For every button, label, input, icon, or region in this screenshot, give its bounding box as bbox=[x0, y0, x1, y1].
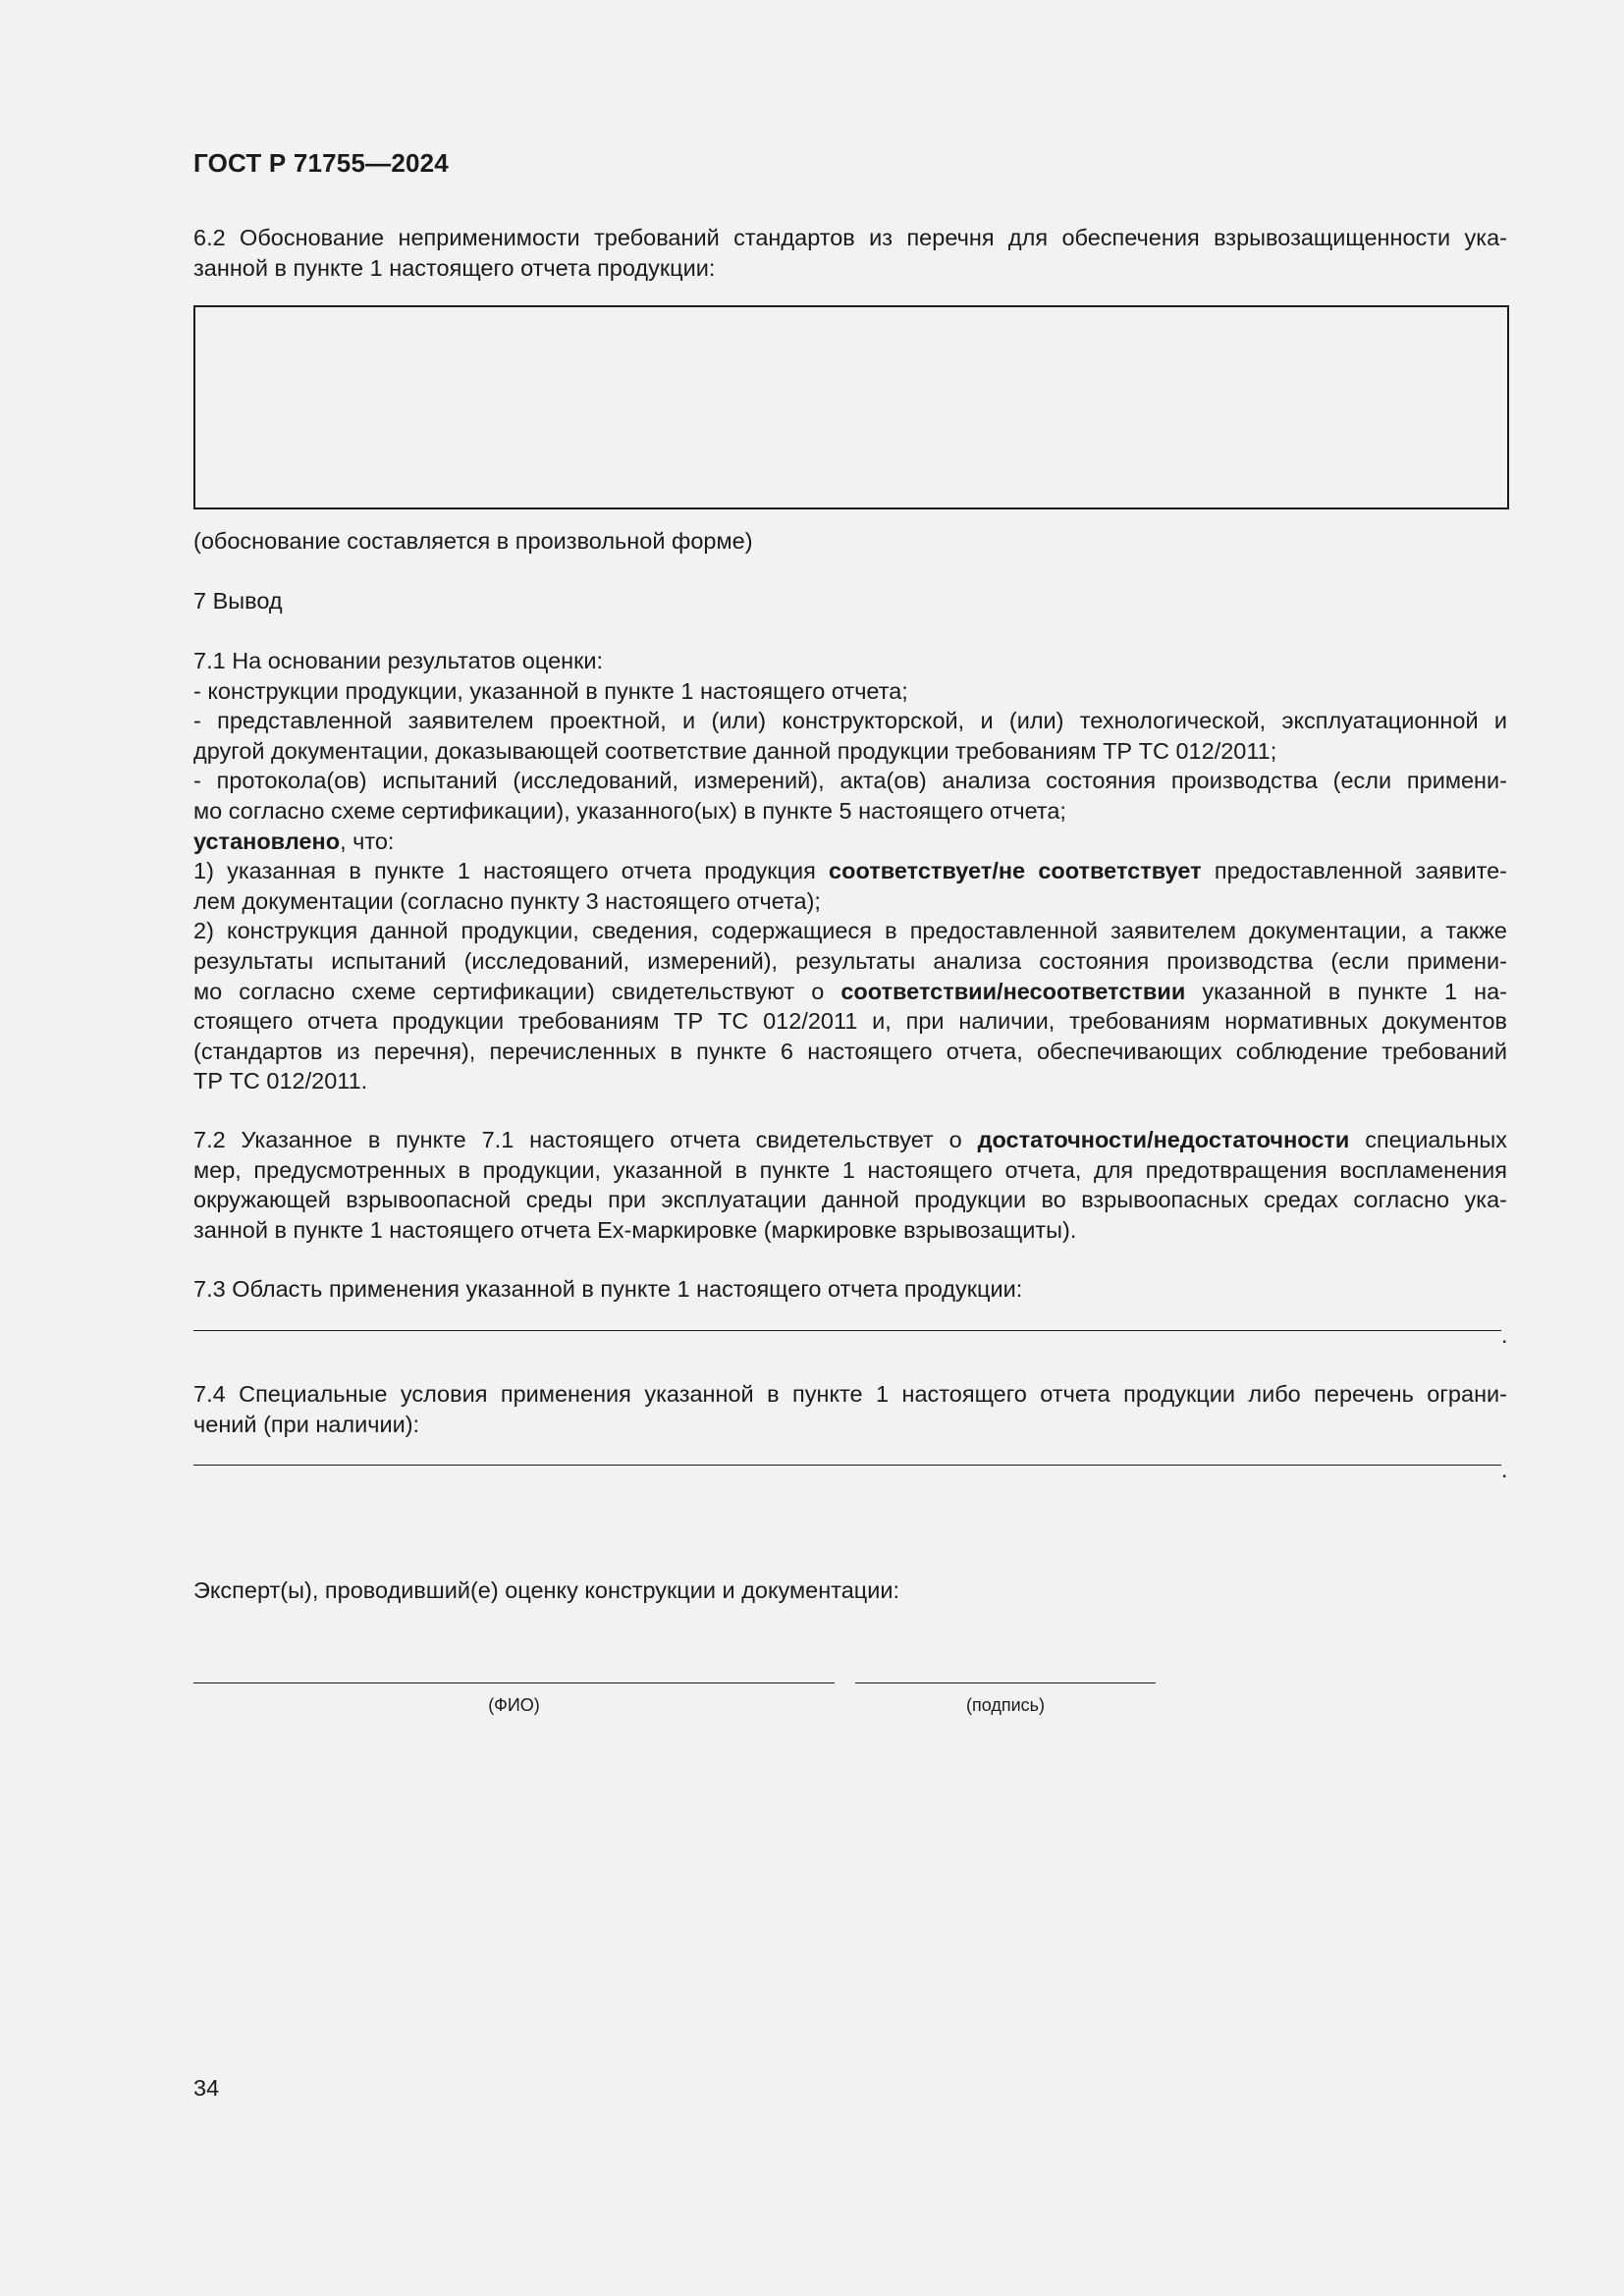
section-6-2-paragraph bbox=[193, 223, 1507, 283]
text-line: - конструкции продукции, указанной в пункте 1 настоящего отчета; bbox=[193, 677, 908, 704]
bold-text: соответствии/несоответствии bbox=[840, 978, 1186, 1004]
bold-text: установлено bbox=[193, 828, 341, 854]
text-line: окружающей взрывоопасной среды при эксплуатации данной продукции во взрывоопасных средах согласно ука- bbox=[193, 1187, 1507, 1213]
text-line: занной в пункте 1 настоящего отчета Ех-маркировке (маркировке взрывозащиты). bbox=[193, 1216, 1077, 1243]
line-end-dot: . bbox=[1501, 1322, 1508, 1348]
text-line: стоящего отчета продукции требованиям ТР ТС 012/2011 и, при наличии, требованиям нормативных документов bbox=[193, 1008, 1507, 1035]
inline-text: мо согласно схеме сертификации) свидетельствуют о bbox=[193, 978, 841, 1004]
text-line: 7.3 Область применения указанной в пункте 1 настоящего отчета продукции: bbox=[193, 1276, 1023, 1302]
text-line bbox=[193, 856, 1507, 886]
text-line: (стандартов из перечня), перечисленных в пункте 6 настоящего отчета, обеспечивающих соблюдение требований bbox=[193, 1038, 1507, 1064]
text-line: 6.2 Обоснование неприменимости требований стандартов из перечня для обеспечения взрывозащищенности ука- bbox=[193, 225, 1507, 250]
text-line: 7.4 Специальные условия применения указанной в пункте 1 настоящего отчета продукции либо перечень ограни- bbox=[193, 1381, 1507, 1407]
text-line: - представленной заявителем проектной, и (или) конструкторской, и (или) технологической, эксплуатационной и bbox=[193, 708, 1507, 734]
text-line: - протокола(ов) испытаний (исследований, измерений), акта(ов) анализа состояния производства (если примени- bbox=[193, 768, 1507, 794]
experts-label bbox=[193, 1575, 1507, 1606]
text-line bbox=[193, 1125, 1507, 1155]
bold-text: соответствует/не соответствует bbox=[829, 858, 1202, 884]
special-conditions-fill-line bbox=[193, 1465, 1501, 1466]
bold-text: достаточности/недостаточности bbox=[977, 1127, 1350, 1152]
inline-text: специальных bbox=[1349, 1127, 1507, 1152]
text-line: мо согласно схеме сертификации), указанного(ых) в пункте 5 настоящего отчета; bbox=[193, 797, 1066, 824]
inline-text: 7.2 Указанное в пункте 7.1 настоящего отчета свидетельствует о bbox=[193, 1127, 978, 1152]
text-line: другой документации, доказывающей соответствие данной продукции требованиям ТР ТС 012/2011; bbox=[193, 737, 1277, 764]
fio-signature-line bbox=[193, 1682, 835, 1683]
signature-caption: (подпись) bbox=[965, 1695, 1046, 1715]
inline-text: предоставленной заявите- bbox=[1201, 858, 1508, 884]
document-code: ГОСТ Р 71755—2024 bbox=[193, 148, 449, 178]
fio-caption: (ФИО) bbox=[488, 1695, 540, 1715]
section-7-4-paragraph bbox=[193, 1379, 1507, 1439]
text-line: лем документации (согласно пункту 3 настоящего отчета); bbox=[193, 887, 821, 914]
justification-box bbox=[193, 305, 1509, 509]
inline-text: , что: bbox=[340, 828, 395, 854]
document-page bbox=[193, 0, 1507, 2296]
text-line: 7.1 На основании результатов оценки: bbox=[193, 648, 604, 673]
text-line: мер, предусмотренных в продукции, указанной в пункте 1 настоящего отчета, для предотвращения воспламенения bbox=[193, 1156, 1507, 1183]
text-line: чений (при наличии): bbox=[193, 1411, 420, 1437]
text-line bbox=[193, 977, 1507, 1007]
text-line: ТР ТС 012/2011. bbox=[193, 1068, 368, 1095]
line-end-dot: . bbox=[1501, 1457, 1508, 1482]
text-line: занной в пункте 1 настоящего отчета продукции: bbox=[193, 254, 716, 281]
section-7-heading bbox=[193, 586, 1507, 616]
text-line bbox=[193, 827, 1507, 857]
text-line: 2) конструкция данной продукции, сведения, содержащиеся в предоставленной заявителем документации, а также bbox=[193, 918, 1507, 944]
application-area-fill-line bbox=[193, 1330, 1501, 1331]
page-number: 34 bbox=[193, 2075, 220, 2101]
section-7-3-paragraph bbox=[193, 1274, 1507, 1305]
text-line: (обоснование составляется в произвольной форме) bbox=[193, 528, 753, 554]
text-line: результаты испытаний (исследований, измерений), результаты анализа состояния производства (если примени- bbox=[193, 947, 1507, 974]
section-7-2-paragraph bbox=[193, 1125, 1507, 1245]
section-7-1-paragraph bbox=[193, 646, 1507, 1096]
text-line: Эксперт(ы), проводивший(е) оценку конструкции и документации: bbox=[193, 1577, 900, 1603]
inline-text: указанной в пункте 1 на- bbox=[1185, 978, 1507, 1004]
justification-note bbox=[193, 526, 1507, 557]
text-line: 7 Вывод bbox=[193, 588, 283, 614]
signature-line bbox=[855, 1682, 1156, 1683]
inline-text: 1) указанная в пункте 1 настоящего отчета продукция bbox=[193, 858, 830, 884]
